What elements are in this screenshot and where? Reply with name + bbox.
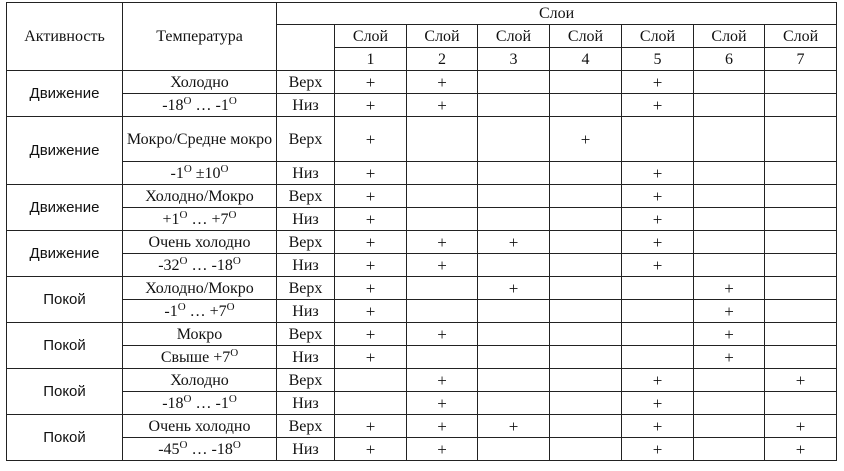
degree-sign: O xyxy=(183,162,192,175)
layer-5-cell: + xyxy=(622,254,694,277)
layer-5-cell xyxy=(622,300,694,323)
degree-sign: O xyxy=(230,346,239,359)
table-row xyxy=(7,300,837,323)
temperature-cell xyxy=(123,162,277,185)
temperature-cell xyxy=(123,254,277,277)
table-row xyxy=(7,392,837,415)
layer-4-cell xyxy=(550,208,622,231)
header-layer-7-number: 7 xyxy=(765,48,837,71)
layer-2-cell: + xyxy=(407,415,478,438)
layer-7-cell xyxy=(765,277,837,300)
layer-2-cell: + xyxy=(407,94,478,117)
table-row xyxy=(7,254,837,277)
degree-sign: O xyxy=(226,300,235,313)
layer-5-cell: + xyxy=(622,94,694,117)
layer-3-cell xyxy=(478,369,550,392)
temperature-cell: Холодно xyxy=(123,369,277,392)
layer-5-cell: + xyxy=(622,392,694,415)
position-cell: Верх xyxy=(277,277,335,300)
table-row xyxy=(7,162,837,185)
layer-1-cell: + xyxy=(335,254,407,277)
header-layer-4-word: Слой xyxy=(550,25,622,48)
layer-4-cell xyxy=(550,392,622,415)
activity-cell: Движение xyxy=(7,185,123,231)
header-layer-3-number: 3 xyxy=(478,48,550,71)
layer-1-cell: + xyxy=(335,231,407,254)
layer-3-cell: + xyxy=(478,415,550,438)
position-cell: Верх xyxy=(277,71,335,94)
layer-4-cell xyxy=(550,369,622,392)
layer-7-cell xyxy=(765,162,837,185)
header-layer-4-number: 4 xyxy=(550,48,622,71)
layer-6-cell: + xyxy=(694,346,765,369)
layer-3-cell xyxy=(478,71,550,94)
layer-1-cell: + xyxy=(335,162,407,185)
layer-2-cell xyxy=(407,208,478,231)
position-cell: Низ xyxy=(277,254,335,277)
layer-7-cell xyxy=(765,71,837,94)
temp-value: +1 xyxy=(162,210,180,228)
degree-sign: O xyxy=(177,300,186,313)
table-row xyxy=(7,94,837,117)
layer-7-cell: + xyxy=(765,438,837,461)
layer-6-cell xyxy=(694,71,765,94)
degree-sign: O xyxy=(232,438,241,451)
header-layer-5-number: 5 xyxy=(622,48,694,71)
position-cell: Низ xyxy=(277,346,335,369)
layer-4-cell xyxy=(550,231,622,254)
layer-6-cell xyxy=(694,254,765,277)
position-cell: Верх xyxy=(277,323,335,346)
table-body xyxy=(7,3,837,461)
temperature-cell: Очень холодно xyxy=(123,415,277,438)
table-row xyxy=(7,369,837,392)
layer-1-cell: + xyxy=(335,117,407,162)
layer-2-cell xyxy=(407,300,478,323)
position-cell: Низ xyxy=(277,438,335,461)
layer-1-cell: + xyxy=(335,415,407,438)
layer-3-cell xyxy=(478,117,550,162)
header-temperature: Температура xyxy=(123,3,277,71)
header-layer-2-number: 2 xyxy=(407,48,478,71)
layer-2-cell xyxy=(407,346,478,369)
layer-7-cell: + xyxy=(765,415,837,438)
layer-3-cell xyxy=(478,438,550,461)
activity-cell: Покой xyxy=(7,323,123,369)
layer-7-cell xyxy=(765,300,837,323)
layer-3-cell xyxy=(478,208,550,231)
table-row xyxy=(7,185,837,208)
layer-7-cell xyxy=(765,392,837,415)
layer-5-cell: + xyxy=(622,71,694,94)
table-row xyxy=(7,231,837,254)
layer-2-cell: + xyxy=(407,438,478,461)
header-layer-3-word: Слой xyxy=(478,25,550,48)
temperature-cell: Холодно/Мокро xyxy=(123,185,277,208)
layer-1-cell: + xyxy=(335,277,407,300)
layer-5-cell xyxy=(622,277,694,300)
temp-value: -1 xyxy=(215,394,229,412)
layer-2-cell: + xyxy=(407,323,478,346)
layer-5-cell: + xyxy=(622,369,694,392)
layer-7-cell xyxy=(765,94,837,117)
temp-value: -18 xyxy=(162,96,184,114)
temperature-cell xyxy=(123,300,277,323)
degree-sign: O xyxy=(183,94,192,107)
layer-6-cell xyxy=(694,392,765,415)
layer-1-cell: + xyxy=(335,300,407,323)
layer-5-cell xyxy=(622,117,694,162)
position-cell: Низ xyxy=(277,300,335,323)
layer-5-cell: + xyxy=(622,231,694,254)
layer-2-cell: + xyxy=(407,231,478,254)
position-cell: Низ xyxy=(277,94,335,117)
layer-6-cell xyxy=(694,208,765,231)
table-row xyxy=(7,323,837,346)
temp-value: ±10 xyxy=(195,164,221,182)
layer-1-cell: + xyxy=(335,94,407,117)
position-cell: Верх xyxy=(277,185,335,208)
table-row xyxy=(7,71,837,94)
position-cell: Верх xyxy=(277,415,335,438)
header-position-blank xyxy=(277,25,335,71)
header-layer-6-word: Слой xyxy=(694,25,765,48)
layer-3-cell xyxy=(478,323,550,346)
temp-value: -32 xyxy=(158,256,180,274)
layer-7-cell xyxy=(765,323,837,346)
activity-cell: Движение xyxy=(7,117,123,185)
layer-6-cell xyxy=(694,94,765,117)
degree-sign: O xyxy=(232,254,241,267)
position-cell: Низ xyxy=(277,208,335,231)
layer-4-cell xyxy=(550,71,622,94)
header-row-top xyxy=(7,3,837,25)
temperature-cell: Холодно/Мокро xyxy=(123,277,277,300)
layer-5-cell xyxy=(622,323,694,346)
temp-value: -1 xyxy=(215,96,229,114)
range-separator: … xyxy=(187,440,212,458)
layer-1-cell: + xyxy=(335,323,407,346)
table-wrapper xyxy=(6,2,837,461)
layer-2-cell xyxy=(407,117,478,162)
header-layer-6-number: 6 xyxy=(694,48,765,71)
layer-4-cell xyxy=(550,415,622,438)
header-layers: Слои xyxy=(277,3,837,25)
temp-value: -18 xyxy=(211,440,233,458)
layer-4-cell xyxy=(550,323,622,346)
layer-1-cell: + xyxy=(335,185,407,208)
layer-7-cell xyxy=(765,208,837,231)
layer-6-cell xyxy=(694,185,765,208)
degree-sign: O xyxy=(228,392,237,405)
layer-6-cell xyxy=(694,231,765,254)
layer-3-cell: + xyxy=(478,277,550,300)
layer-1-cell: + xyxy=(335,208,407,231)
layer-2-cell: + xyxy=(407,392,478,415)
temperature-cell: Мокро/Средне мокро xyxy=(123,117,277,162)
layer-3-cell xyxy=(478,346,550,369)
temp-value: -18 xyxy=(162,394,184,412)
layer-6-cell xyxy=(694,415,765,438)
layer-4-cell xyxy=(550,438,622,461)
layer-7-cell xyxy=(765,117,837,162)
position-cell: Низ xyxy=(277,392,335,415)
layer-2-cell: + xyxy=(407,369,478,392)
layer-5-cell: + xyxy=(622,208,694,231)
degree-sign: O xyxy=(220,162,229,175)
temp-value: -1 xyxy=(164,302,178,320)
temperature-cell xyxy=(123,392,277,415)
layer-6-cell: + xyxy=(694,277,765,300)
layer-2-cell: + xyxy=(407,71,478,94)
layer-5-cell: + xyxy=(622,438,694,461)
layer-4-cell xyxy=(550,346,622,369)
layer-3-cell xyxy=(478,162,550,185)
layer-4-cell xyxy=(550,185,622,208)
layer-1-cell: + xyxy=(335,438,407,461)
layer-6-cell xyxy=(694,369,765,392)
layer-7-cell xyxy=(765,185,837,208)
temperature-cell xyxy=(123,94,277,117)
table-row xyxy=(7,208,837,231)
degree-sign: O xyxy=(183,392,192,405)
activity-cell: Покой xyxy=(7,369,123,415)
header-layer-2-word: Слой xyxy=(407,25,478,48)
layer-1-cell xyxy=(335,392,407,415)
clothing-layers-table xyxy=(6,2,837,461)
range-separator: … xyxy=(191,394,216,412)
range-separator: … xyxy=(185,302,210,320)
position-cell: Верх xyxy=(277,117,335,162)
degree-sign: O xyxy=(179,438,188,451)
position-cell: Верх xyxy=(277,369,335,392)
temp-value: +7 xyxy=(211,210,229,228)
temp-value: -1 xyxy=(170,164,184,182)
layer-6-cell xyxy=(694,438,765,461)
temperature-cell: Очень холодно xyxy=(123,231,277,254)
layer-3-cell: + xyxy=(478,231,550,254)
table-row xyxy=(7,277,837,300)
layer-3-cell xyxy=(478,300,550,323)
layer-2-cell: + xyxy=(407,254,478,277)
degree-sign: O xyxy=(179,208,188,221)
table-row xyxy=(7,438,837,461)
degree-sign: O xyxy=(228,208,237,221)
range-separator: … xyxy=(187,210,212,228)
layer-4-cell xyxy=(550,277,622,300)
layer-4-cell xyxy=(550,162,622,185)
layer-1-cell: + xyxy=(335,346,407,369)
position-cell: Верх xyxy=(277,231,335,254)
layer-5-cell xyxy=(622,346,694,369)
temperature-cell xyxy=(123,208,277,231)
layer-7-cell xyxy=(765,254,837,277)
layer-6-cell: + xyxy=(694,300,765,323)
position-cell: Низ xyxy=(277,162,335,185)
layer-2-cell xyxy=(407,277,478,300)
table-row xyxy=(7,346,837,369)
layer-2-cell xyxy=(407,185,478,208)
layer-5-cell: + xyxy=(622,185,694,208)
layer-3-cell xyxy=(478,392,550,415)
header-layer-1-word: Слой xyxy=(335,25,407,48)
layer-5-cell: + xyxy=(622,415,694,438)
layer-7-cell xyxy=(765,346,837,369)
temperature-cell xyxy=(123,438,277,461)
layer-3-cell xyxy=(478,94,550,117)
layer-6-cell xyxy=(694,162,765,185)
layer-1-cell xyxy=(335,369,407,392)
degree-sign: O xyxy=(228,94,237,107)
temperature-cell: Мокро xyxy=(123,323,277,346)
temperature-cell: Холодно xyxy=(123,71,277,94)
table-row xyxy=(7,415,837,438)
range-separator: … xyxy=(191,96,216,114)
activity-cell: Покой xyxy=(7,277,123,323)
temperature-cell xyxy=(123,346,277,369)
temp-value: Свыше +7 xyxy=(160,348,231,366)
layer-6-cell: + xyxy=(694,323,765,346)
activity-cell: Покой xyxy=(7,415,123,461)
layer-3-cell xyxy=(478,254,550,277)
header-layer-1-number: 1 xyxy=(335,48,407,71)
activity-cell: Движение xyxy=(7,231,123,277)
table-row xyxy=(7,117,837,162)
header-activity: Активность xyxy=(7,3,123,71)
layer-4-cell xyxy=(550,94,622,117)
range-separator: … xyxy=(187,256,212,274)
layer-4-cell xyxy=(550,300,622,323)
layer-5-cell: + xyxy=(622,162,694,185)
layer-2-cell xyxy=(407,162,478,185)
layer-1-cell: + xyxy=(335,71,407,94)
temp-value: +7 xyxy=(209,302,227,320)
layer-7-cell: + xyxy=(765,369,837,392)
activity-cell: Движение xyxy=(7,71,123,117)
layer-7-cell xyxy=(765,231,837,254)
header-layer-5-word: Слой xyxy=(622,25,694,48)
header-layer-7-word: Слой xyxy=(765,25,837,48)
layer-6-cell xyxy=(694,117,765,162)
temp-value: -18 xyxy=(211,256,233,274)
degree-sign: O xyxy=(179,254,188,267)
temp-value: -45 xyxy=(158,440,180,458)
layer-4-cell xyxy=(550,254,622,277)
layer-4-cell: + xyxy=(550,117,622,162)
layer-3-cell xyxy=(478,185,550,208)
